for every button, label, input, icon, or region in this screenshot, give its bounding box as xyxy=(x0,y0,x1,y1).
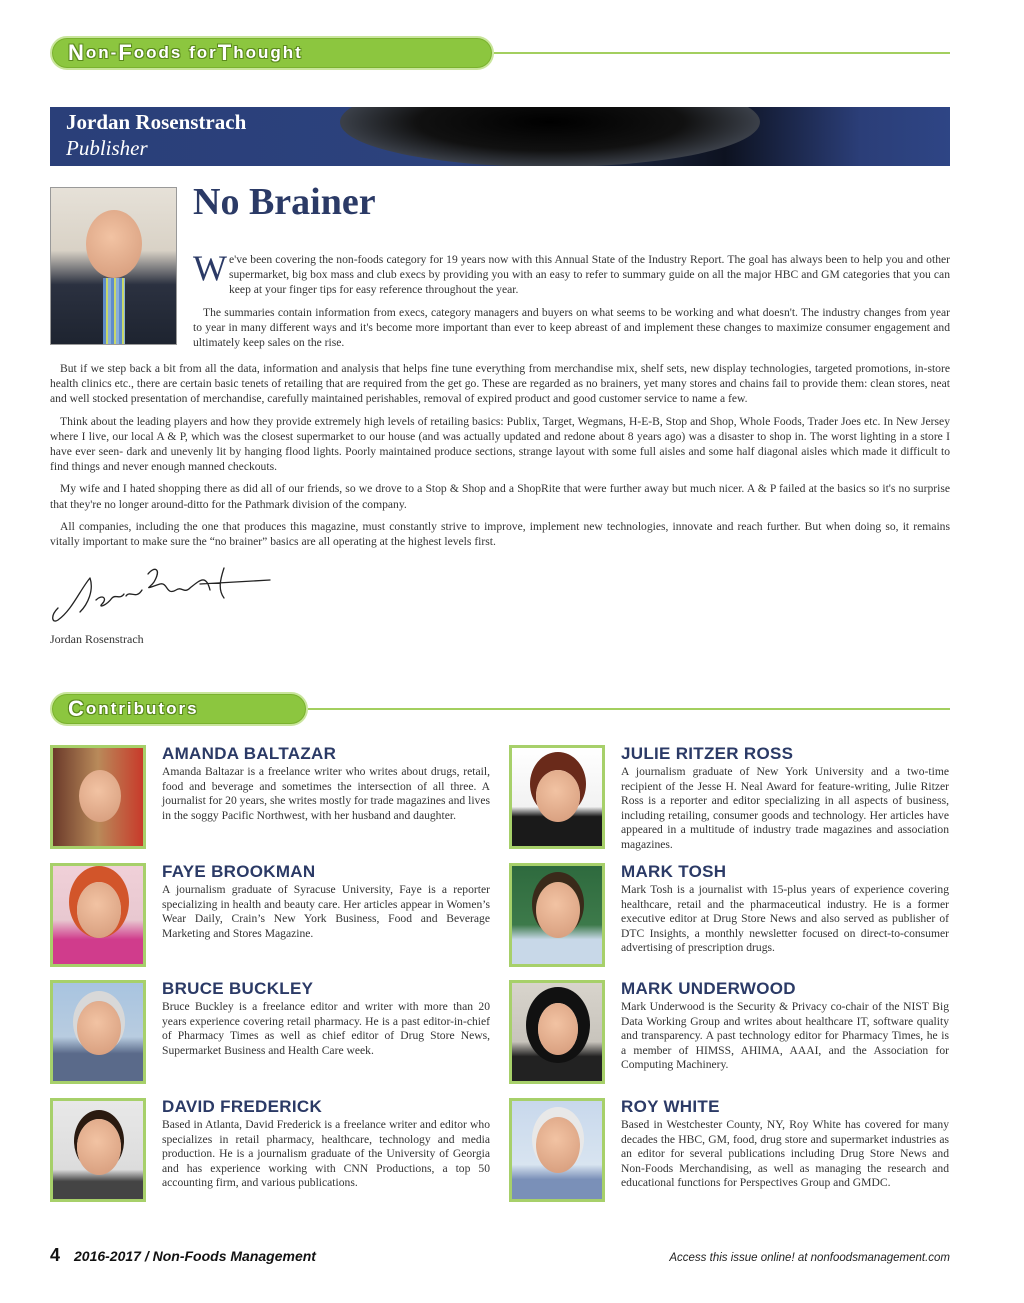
contributor-bio: Based in Atlanta, David Frederick is a freelance writer and editor who specializes in retail pharmacy, healthcare, technology and media production. He is a journalism graduate of the University of Georgia and has experience working with CNN Productions, a top 50 accounting firm, and various publications. xyxy=(162,1118,490,1190)
banner-graphic xyxy=(340,107,760,166)
article-headline: No Brainer xyxy=(193,181,376,223)
contributor-bio: A journalism graduate of New York University and a two-time recipient of the Jesse H. Neal Award for feature-writing, Julie Ritzer Ross is a reporter and editor specializing in all aspects of business, including retailing, consumer goods and technology. Her articles have appeared in a multitude of industry trade magazines and association magazines. xyxy=(621,765,949,851)
publisher-name: Jordan Rosenstrach xyxy=(66,110,247,134)
header-rule xyxy=(494,52,950,54)
publisher-banner xyxy=(50,107,950,166)
header-letter: N xyxy=(68,40,86,65)
contributors-rule xyxy=(308,708,950,710)
contributor-name: AMANDA BALTAZAR xyxy=(162,744,337,763)
contributor-name: DAVID FREDERICK xyxy=(162,1097,323,1116)
paragraph-3: But if we step back a bit from all the data, information and analysis that helps fine tune everything from merchandise mix, shelf sets, new display technologies, targeted promotions, in-store health clinics etc., there are certain basic tenets of retailing that are required from the get go. These are regarded as no brainers, yet many stores and chains fail to provide them: clean stores, neat and well stocked presentation of merchandise, carefully maintained perishables, removal of expired product and good customer service to name a few. xyxy=(50,362,950,406)
header-letter: F xyxy=(118,40,134,65)
paragraph-6: All companies, including the one that produces this magazine, must constantly strive to improve, implement new technologies, innovate and reach further. But when doing so, it remains vitally important to make sure the “no brainer” basics are all operating at the highest levels first. xyxy=(50,519,950,549)
header-letter: C xyxy=(68,696,86,721)
contributor-name: BRUCE BUCKLEY xyxy=(162,979,314,998)
signature-graphic xyxy=(50,560,290,632)
paragraph-5: My wife and I hated shopping there as did all of our friends, so we drove to a Stop & Shop and a ShopRite that were further away but much nicer. A & P failed at the basics so it's no surprise that they're no longer around-ditto for the Pathmark division of the company. xyxy=(50,482,950,511)
article-intro xyxy=(193,248,950,357)
header-text: oods for xyxy=(133,43,218,62)
contributor-bio: Bruce Buckley is a freelance editor and writer with more than 20 years experience covering retail pharmacy. He is a past editor-in-chief of Pharmacy Times as well as chief editor of Drug Store News, Supermarket Business and Health Care week. xyxy=(162,1000,490,1057)
contributor-bio: Mark Underwood is the Security & Privacy co-chair of the NIST Big Data Working Group and writes about healthcare IT, software quality and transparency. A past technology editor for Pharmacy Times, he is a member of HIMSS, AHIMA, AAAI, and the Association for Computing Machinery. xyxy=(621,1000,949,1072)
header-text: ontributors xyxy=(85,699,199,718)
contributor-photo xyxy=(50,1098,146,1202)
contributor-photo xyxy=(509,1098,605,1202)
contributor-name: JULIE RITZER ROSS xyxy=(621,744,794,763)
contributor-bio: Based in Westchester County, NY, Roy White has covered for many decades the HBC, GM, food, drug store and supermarket industries as an editor for several publications including Drug Store News and Non-Foods Merchandising, as well as managing the research and educational functions for Perspectives Group and GMDC. xyxy=(621,1118,949,1190)
article-body xyxy=(50,361,950,556)
contributor-name: MARK TOSH xyxy=(621,862,727,881)
contributor-bio: Amanda Baltazar is a freelance writer who writes about drugs, retail, food and beverage and sometimes the intersection of all three. A journalist for 20 years, she writes mostly for trade magazines and lives in the soggy Pacific Northwest, with her husband and daughter. xyxy=(162,765,490,822)
signature-name: Jordan Rosenstrach xyxy=(50,632,144,646)
section-header-contributors xyxy=(50,692,308,726)
contributor-bio: Mark Tosh is a journalist with 15-plus years of experience covering healthcare, retail and the pharmaceutical industry. He is a former executive editor at Drug Store News and also served as publisher of DTC Insights, a monthly newsletter focused on direct-to-consumer advertising of prescription drugs. xyxy=(621,883,949,955)
contributor-bio: A journalism graduate of Syracuse University, Faye is a reporter specializing in health and beauty care. Her articles appear in Women’s Wear Daily, Crain’s New York Business, Food and Beverage Marketing and Stores Magazine. xyxy=(162,883,490,940)
header-text: on- xyxy=(85,43,119,62)
contributor-photo xyxy=(509,863,605,967)
paragraph-2: The summaries contain information from execs, category managers and buyers on what seems to be working and what doesn't. The industry changes from year to year in many different ways and it's become more important than ever to keep abreast of and implement these changes to maximize consumer engagement and ultimately keep sales on the rise. xyxy=(193,305,950,350)
contributor-photo xyxy=(50,980,146,1084)
contributor-photo xyxy=(50,863,146,967)
website-note: Access this issue online! at nonfoodsmanagement.com xyxy=(669,1252,950,1264)
header-text: hought xyxy=(233,43,303,62)
contributor-name: FAYE BROOKMAN xyxy=(162,862,316,881)
publication-title: 2016-2017 / Non-Foods Management xyxy=(74,1248,316,1264)
section-header-non-foods xyxy=(50,36,494,70)
publisher-photo xyxy=(50,187,177,345)
header-letter: T xyxy=(217,40,234,65)
contributor-photo xyxy=(509,745,605,849)
paragraph-4: Think about the leading players and how they provide extremely high levels of retailing basics: Publix, Target, Wegmans, H-E-B, Stop and Shop, Whole Foods, Trader Joes etc. In New Jersey where I live, our local A & P, which was the closest supermarket to our house (and was actually updated and redone about 8 years ago) was a disaster to shop in. The worst lighting in a store I have ever seen- dark and unevenly lit by hanging flood lights. Poorly maintained produce sections, strange layout with some full aisles and some half diagonal aisles which made it difficult to find things and never enough manned checkouts. xyxy=(50,414,950,474)
contributor-name: ROY WHITE xyxy=(621,1097,720,1116)
contributor-name: MARK UNDERWOOD xyxy=(621,979,796,998)
publisher-role: Publisher xyxy=(66,136,148,160)
paragraph-1: e've been covering the non-foods category for 19 years now with this Annual State of the Industry Report. The goal has always been to help you and other supermarket, big box mass and club execs by providing you with an easy to refer to summary guide on all the major HBC and GM categories that you can keep at your finger tips for easy reference throughout the year. xyxy=(228,253,950,297)
contributor-photo xyxy=(50,745,146,849)
dropcap: W xyxy=(193,248,227,288)
contributor-photo xyxy=(509,980,605,1084)
page-number: 4 xyxy=(50,1245,61,1265)
